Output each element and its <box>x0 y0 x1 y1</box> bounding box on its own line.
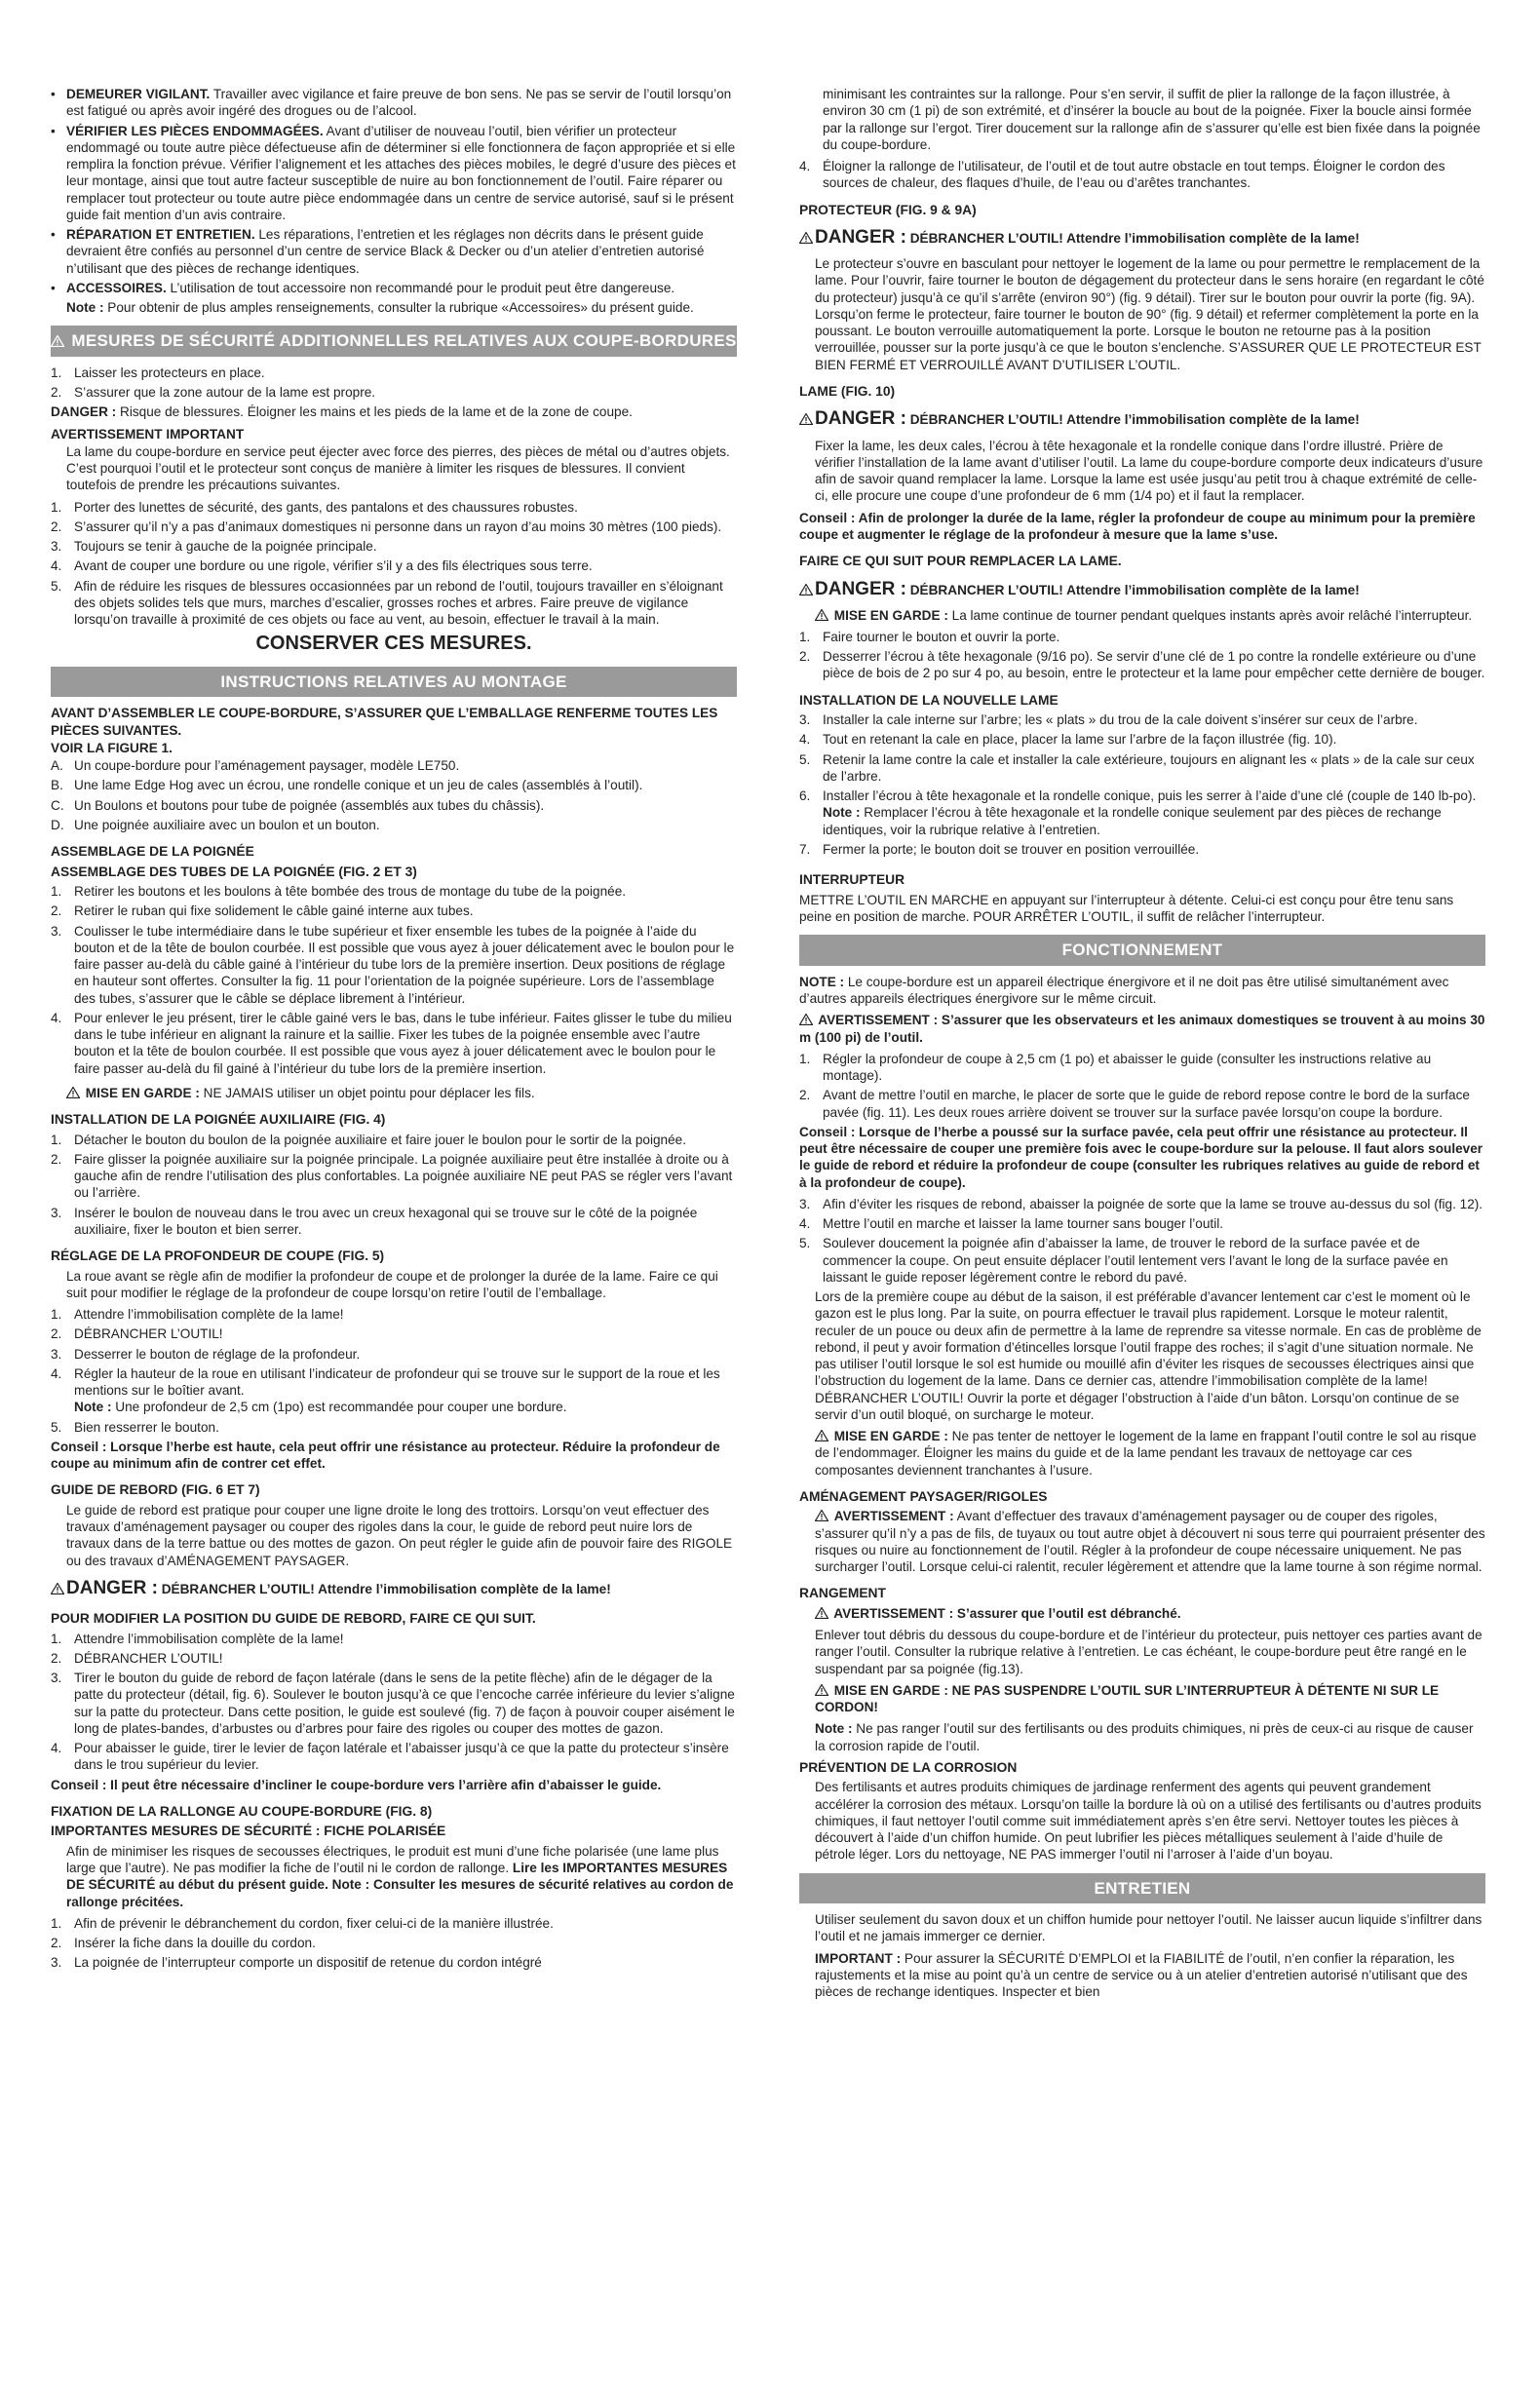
list-item: 2. Faire glisser la poignée auxiliaire sur la poignée principale. La poignée auxiliaire peut être installée à droite ou à gauche afin de rendre l’utilisation des plus confortables. La poignée auxiliaire NE peut PAS se régler vers l’avant ou l’arrière. <box>51 1151 733 1201</box>
list-item: 3. Tirer le bouton du guide de rebord de façon latérale (dans le sens de la petite flèche) afin de le dégager de la patte du protecteur (détail, fig. 6). Soulever le bouton jusqu’à ce que l’encoche carrée inférieure du levier s’aligne sur la patte du protecteur. Dans cette position, le guide est soulevé (fig. 7) de façon à pouvoir couper aisément le long de plates-bandes, d’arbustes ou d’arbres pour faire des rigoles ou couper des mottes de gazon. <box>51 1671 735 1736</box>
danger-faire: DANGER : DÉBRANCHER L’OUTIL! Attendre l’immobilisation complète de la lame! <box>799 578 1485 601</box>
mise-en-garde-lame: MISE EN GARDE : La lame continue de tourner pendant quelques instants après avoir relâché l’interrupteur. <box>815 607 1485 624</box>
mise-en-garde-nettoyer: MISE EN GARDE : Ne pas tenter de nettoyer le logement de la lame en frappant l’outil contre le sol au risque de l’endommager. Éloigner les mains du guide et de la lame pendant les travaux de nettoyage car ces composantes deviennent tranchantes à l’usure. <box>815 1429 1477 1478</box>
warning-triangle-icon <box>815 1430 828 1441</box>
avertissement-observateurs: AVERTISSEMENT : S’assurer que les observateurs et les animaux domestiques se trouvent à au moins 30 m (100 pi) de l’outil. <box>799 1013 1485 1045</box>
avant-assembler: AVANT D’ASSEMBLER LE COUPE-BORDURE, S’ASSURER QUE L’EMBALLAGE RENFERME TOUTES LES PIÈCES SUIVANTES. <box>51 706 718 738</box>
lame-text: Fixer la lame, les deux cales, l’écrou à tête hexagonale et la rondelle conique dans l’ordre illustré. Prière de vérifier l’installation de la lame avant d’utiliser l’outil. La lame du coupe-bordure comporte deux indicateurs d’usure afin de savoir quand remplacer la lame. Lorsque la lame est usée jusqu’au petit trou à chaque extrémité de celle-ci, elle procure une coupe d’une profondeur de 6 mm (1/4 po) et il faut la remplacer. <box>815 438 1483 504</box>
right-column <box>799 86 1485 2005</box>
list-item: 4. Tout en retenant la cale en place, placer la lame sur l’arbre de la façon illustrée (fig. 10). <box>799 732 1337 748</box>
list-item: 3. Coulisser le tube intermédiaire dans le tube supérieur et fixer ensemble les tubes de la poignée à l’aide du bouton et de la tête de boulon courbée. Il est possible que vous ayez à jouer délicatement avec le boulon pour le faire passer au-delà du câble gainé à l’intérieur du tube lors de la première insertion. Deux positions de réglage en hauteur sont offertes. Consulter la fig. 11 pour l’orientation de la poignée supérieure. Lors de l’assemblage des tubes, s’assurer que le câble se déplace librement à l’intérieur. <box>51 923 735 1006</box>
mise-en-garde-suspendre: MISE EN GARDE : NE PAS SUSPENDRE L’OUTIL SUR L’INTERRUPTEUR À DÉTENTE NI SUR LE CORDON! <box>815 1682 1440 1715</box>
important-text: IMPORTANT : Pour assurer la SÉCURITÉ D’EMPLOI et la FIABILITÉ de l’outil, n’en confier la réparation, les rajustements et la mise au point qu’à un centre de service ou à un atelier d’entretien autorisé n’utilisant que des pièces de rechange identiques. Inspecter et bien <box>815 1950 1468 2000</box>
banner-mesures-securite: MESURES DE SÉCURITÉ ADDITIONNELLES RELATIVES AUX COUPE-BORDURES <box>51 326 737 357</box>
warning-triangle-icon <box>815 1607 828 1619</box>
list-item: 4. Pour abaisser le guide, tirer le levier de façon latérale et l’abaisser jusqu’à ce que la patte du protecteur s’insère dans le trou supérieur du levier. <box>51 1741 729 1773</box>
conseil-fonct: Conseil : Lorsque de l’herbe a poussé sur la surface pavée, cela peut offrir une résistance au protecteur. Il peut être nécessaire de couper une première fois avec le coupe-bordure sur la pelouse. Il faut alors soulever le guide de rebord et réduire la profondeur de coupe (consulter les rubriques relatives au guide de rebord et à la profondeur de coupe). <box>799 1124 1483 1190</box>
protecteur-title: PROTECTEUR (FIG. 9 & 9A) <box>799 202 977 217</box>
faire-title: FAIRE CE QUI SUIT POUR REMPLACER LA LAME. <box>799 554 1122 569</box>
banner-fonctionnement: FONCTIONNEMENT <box>799 935 1485 966</box>
modifier-title: POUR MODIFIER LA POSITION DU GUIDE DE REBORD, FAIRE CE QUI SUIT. <box>51 1611 536 1626</box>
list-item: 7. Fermer la porte; le bouton doit se trouver en position verrouillée. <box>799 841 1200 857</box>
warning-triangle-icon <box>51 1583 64 1594</box>
rangement-title: RANGEMENT <box>799 1586 886 1601</box>
interrupteur-title: INTERRUPTEUR <box>799 872 905 888</box>
banner-entretien: ENTRETIEN <box>799 1873 1485 1904</box>
guide-title: GUIDE DE REBORD (FIG. 6 ET 7) <box>51 1482 260 1498</box>
mise-en-garde-fils: MISE EN GARDE : NE JAMAIS utiliser un objet pointu pour déplacer les fils. <box>66 1085 737 1101</box>
list-item: 3. Desserrer le bouton de réglage de la profondeur. <box>51 1346 361 1362</box>
list-item: 1. Attendre l’immobilisation complète de la lame! <box>51 1631 344 1646</box>
list-item: 4. Avant de couper une bordure ou une rigole, vérifier s’il y a des fils électriques sous terre. <box>51 558 593 574</box>
list-item: 5. Afin de réduire les risques de blessures occasionnées par un rebond de l’outil, toujours travailler en s’éloignant des objets solides tels que murs, marches d’escalier, grosses roches et arbres. Faire preuve de vigilance lorsqu’on travaille à proximité de ces objets ou face au vent, au besoin, effectuer le travail à la main. <box>51 578 723 628</box>
danger-blessures: DANGER : Risque de blessures. Éloigner les mains et les pieds de la lame et de la zone de coupe. <box>51 404 633 420</box>
conserver-mesures: CONSERVER CES MESURES. <box>255 633 532 655</box>
list-item: 1. Régler la profondeur de coupe à 2,5 cm (1 po) et abaisser le guide (consulter les instructions relative au montage). <box>799 1051 1432 1084</box>
aux-title: INSTALLATION DE LA POIGNÉE AUXILIAIRE (FIG. 4) <box>51 1112 386 1128</box>
lame-title: LAME (FIG. 10) <box>799 383 896 399</box>
list-item: 2. Retirer le ruban qui fixe solidement le câble gainé interne aux tubes. <box>51 903 474 919</box>
list-item: 3. Installer la cale interne sur l’arbre; les « plats » du trou de la cale doivent s’insérer sur ceux de l’arbre. <box>799 712 1418 728</box>
list-item: 1. Détacher le bouton du boulon de la poignée auxiliaire et faire jouer le boulon pour le sortir de la poignée. <box>51 1132 687 1147</box>
fixation-title: FIXATION DE LA RALLONGE AU COUPE-BORDURE (FIG. 8) <box>51 1803 433 1819</box>
conseil-herbe-haute: Conseil : Lorsque l’herbe est haute, cela peut offrir une résistance au protecteur. Réduire la profondeur de coupe au minimum afin de contrer cet effet. <box>51 1439 720 1472</box>
list-item: 2. DÉBRANCHER L’OUTIL! <box>51 1650 223 1666</box>
list-item: 1. Afin de prévenir le débranchement du cordon, fixer celui-ci de la manière illustrée. <box>51 1915 554 1931</box>
warning-triangle-icon <box>799 413 813 425</box>
bullet-demeurer: • DEMEURER VIGILANT. Travailler avec vigilance et faire preuve de bon sens. Ne pas se servir de l’outil lorsqu’on est fatigué ou après avoir ingéré des drogues ou de l’alcool. <box>51 86 737 120</box>
list-item: 5. Retenir la lame contre la cale et installer la cale extérieure, toujours en alignant les « plats » de la cale sur ceux de l’arbre. <box>799 751 1475 784</box>
assemblage-tubes-title: ASSEMBLAGE DES TUBES DE LA POIGNÉE (FIG. 2 ET 3) <box>51 864 417 879</box>
fixation-text: Afin de minimiser les risques de secousses électriques, le produit est muni d’une fiche polarisée (une lame plus large que l’autre). Ne pas modifier la fiche de l’outil ni le cordon de rallonge. Lire les IMPORTANTES MESURES DE SÉCURITÉ au début du présent guide. Note : Consulter les mesures de sécurité relatives au cordon de rallonge précitées. <box>66 1843 734 1909</box>
list-item: 6. Installer l’écrou à tête hexagonale et la rondelle conique, puis les serrer à l’aide d’une clé (couple de 140 lb-po). Note : Remplacer l’écrou à tête hexagonale et la rondelle conique seulement par des pièces de rechange identiques, voir la rubrique relative à l’entretien. <box>799 788 1477 837</box>
warning-triangle-icon <box>51 335 64 347</box>
avertissement-important-title: AVERTISSEMENT IMPORTANT <box>51 426 245 442</box>
list-item: 2. S’assurer qu’il n’y a pas d’animaux domestiques ni personne dans un rayon d’au moins 30 mètres (100 pieds). <box>51 519 722 534</box>
list-item: 1. Retirer les boutons et les boulons à tête bombée des trous de montage du tube de la poignée. <box>51 884 627 900</box>
conseil-lame: Conseil : Afin de prolonger la durée de la lame, régler la profondeur de coupe au minimum pour la première coupe et augmenter le réglage de la profondeur à mesure que la lame s’use. <box>799 510 1476 542</box>
reglage-title: RÉGLAGE DE LA PROFONDEUR DE COUPE (FIG. 5) <box>51 1249 385 1264</box>
prevention-title: PRÉVENTION DE LA CORROSION <box>799 1759 1018 1775</box>
rangement-text: Enlever tout débris du dessous du coupe-bordure et de l’intérieur du protecteur, puis nettoyer ces parties avant de ranger l’outil. Consulter la rubrique relative à l’entretien. Le cas échéant, le coupe-bordure peut être rangé en le suspendant par sa poignée (fig.13). <box>815 1628 1482 1676</box>
list-item: 4. Pour enlever le jeu présent, tirer le câble gainé vers le bas, dans le tube inférieur. Faites glisser le tube du milieu dans le tube inférieur en alignant la rainure et la saillie. Fixer les tubes de la poignée ensemble avec l’autre bouton et la tête de boulon courbée. Il est possible que vous ayez à jouer délicatement avec le boulon pour le faire passer au-delà du fil gainé à l’intérieur du tube lors de la première insertion. <box>51 1010 732 1076</box>
part-item: B. Une lame Edge Hog avec un écrou, une rondelle conique et un jeu de cales (assemblés à l’outil). <box>51 778 643 793</box>
conseil-incliner: Conseil : Il peut être nécessaire d’incliner le coupe-bordure vers l’arrière afin d’abaisser le guide. <box>51 1777 662 1792</box>
list-item: 4. Régler la hauteur de la roue en utilisant l’indicateur de profondeur qui se trouve sur le support de la roue et les mentions sur le boîtier avant. Note : Une profondeur de 2,5 cm (1po) est recommandée pour couper une bordure. <box>51 1365 720 1415</box>
left-column <box>51 86 737 1975</box>
warning-triangle-icon <box>799 232 813 244</box>
list-item: 4. Mettre l’outil en marche et laisser la lame tourner sans bouger l’outil. <box>799 1216 1224 1232</box>
saison-text: Lors de la première coupe au début de la saison, il est préférable d’avancer lentement car c’est le moment où le gazon est le plus long. Par la suite, on pourra effectuer le travail plus rapidement. Lorsque le moteur ralentit, reculer de un pouce ou deux afin de permettre à la lame de reprendre sa vitesse normale. En cas de problème de rebond, il peut y avoir formation d’étincelles lorsque l’outil frappe des roches; il s’agit d’une situation normale. Ne pas utiliser l’outil lorsque le sol est humide ou mouillé afin d’éviter les risques de secousses électriques ainsi que l’obstruction du logement de la lame. Dans ce dernier cas, attendre l’immobilisation complète de la lame! DÉBRANCHER L’OUTIL! Ouvrir la porte et dégager l’obstruction à l’aide d’un bâton. Lorsqu’on continue de se servir d’un outil bloqué, on surcharge le moteur. <box>815 1289 1482 1422</box>
list-item: 3. La poignée de l’interrupteur comporte un dispositif de retenue du cordon intégré <box>51 1955 542 1971</box>
protecteur-text: Le protecteur s’ouvre en basculant pour nettoyer le logement de la lame ou pour permettre le remplacement de la lame. Pour l’ouvrir, faire tourner le bouton de dégagement du protecteur dans le sens horaire (en regardant le côté du protecteur) jusqu’à ce qu’il s’arrête (environ 90°) (fig. 9 détail). Tirer sur le bouton pour ouvrir la porte (fig. 9A). Lorsqu’on ferme le protecteur, faire tourner le bouton de 90° (fig. 9 détail) et refermer complètement la porte en la poussant. Le bouton verrouille automatiquement la porte. Lorsque le bouton ne retourne pas à la position verrouillée, pousser sur la porte jusqu’à ce que le bouton s’enclenche. S’ASSURER QUE LE PROTECTEUR EST BIEN FERMÉ ET VERROUILLÉ AVANT D’UTILISER L’OUTIL. <box>815 256 1484 372</box>
warning-triangle-icon <box>799 584 813 596</box>
warning-triangle-icon <box>815 609 828 621</box>
banner-montage: INSTRUCTIONS RELATIVES AU MONTAGE <box>51 667 737 698</box>
list-item: 1. Porter des lunettes de sécurité, des gants, des pantalons et des chaussures robustes. <box>51 499 578 515</box>
danger-protecteur: DANGER : DÉBRANCHER L’OUTIL! Attendre l’immobilisation complète de la lame! <box>799 226 1485 250</box>
warning-triangle-icon <box>815 1510 828 1521</box>
danger-lame: DANGER : DÉBRANCHER L’OUTIL! Attendre l’immobilisation complète de la lame! <box>799 407 1485 431</box>
bullet-reparation: • RÉPARATION ET ENTRETIEN. Les réparations, l’entretien et les réglages non décrits dans le présent guide devraient être confiés au personnel d’un centre de service Black & Decker ou d’un atelier d’entretien autorisé n’utilisant que des pièces de rechange identiques. <box>51 226 737 277</box>
part-item: C. Un Boulons et boutons pour tube de poignée (assemblés aux tubes du châssis). <box>51 797 545 813</box>
list-item: 3. Toujours se tenir à gauche de la poignée principale. <box>51 539 377 555</box>
list-item: 5. Bien resserrer le bouton. <box>51 1419 219 1435</box>
list-item: 1. Faire tourner le bouton et ouvrir la porte. <box>799 629 1060 644</box>
list-item: 4. Éloigner la rallonge de l’utilisateur, de l’outil et de tout autre obstacle en tout temps. Éloigner le cordon des sources de chaleur, des flaques d’huile, de l’eau ou d’arêtes tranchantes. <box>799 159 1445 191</box>
fonct-note: NOTE : Le coupe-bordure est un appareil électrique énergivore et il ne doit pas être utilisé simultanément avec d’autres appareils électriques énergivore sur le même circuit. <box>799 974 1449 1007</box>
list-item: 3. Insérer le boulon de nouveau dans le trou avec un creux hexagonal qui se trouve sur le côté de la poignée auxiliaire, fixer le bouton et bien serrer. <box>51 1205 698 1237</box>
fixation-subtitle: IMPORTANTES MESURES DE SÉCURITÉ : FICHE POLARISÉE <box>51 1824 446 1839</box>
reglage-text: La roue avant se règle afin de modifier la profondeur de coupe et de prolonger la durée de la lame. Faire ce qui suit pour modifier le réglage de la profondeur de coupe lorsqu’on retire l’outil de l’emballage. <box>66 1268 718 1300</box>
assemblage-poignee-title: ASSEMBLAGE DE LA POIGNÉE <box>51 844 254 860</box>
note-accessoires: Note : Pour obtenir de plus amples renseignements, consulter la rubrique «Accessoires» du présent guide. <box>66 300 694 315</box>
list-item: 1. Laisser les protecteurs en place. <box>51 365 265 380</box>
bullet-verifier: • VÉRIFIER LES PIÈCES ENDOMMAGÉES. Avant d’utiliser de nouveau l’outil, bien vérifier un protecteur endommagé ou toute autre pièce défectueuse afin de déterminer si elle fonctionnera de façon appropriée et si elle remplira la fonction prévue. Vérifier l’alignement et les attaches des pièces mobiles, le degré d’usure des pièces et leur montage, ainsi que tout autre facteur susceptible de nuire au bon fonctionnement de l’outil. Faire réparer ou remplacer tout protecteur ou toute autre pièce endommagée dans un centre de service autorisé, sauf si le présent guide fait mention d’un avis contraire. <box>51 123 737 224</box>
rangement-note: Note : Ne pas ranger l’outil sur des fertilisants ou des produits chimiques, ni près de ceux-ci au risque de causer la corrosion rapide de l’outil. <box>815 1721 1474 1753</box>
voir-figure: VOIR LA FIGURE 1. <box>51 740 173 755</box>
bullet-accessoires: • ACCESSOIRES. L’utilisation de tout accessoire non recommandé pour le produit peut être dangereuse. <box>51 280 737 296</box>
warning-triangle-icon <box>799 1014 813 1025</box>
danger-debrancher: DANGER : DÉBRANCHER L’OUTIL! Attendre l’immobilisation complète de la lame! <box>51 1577 737 1600</box>
prevention-text: Des fertilisants et autres produits chimiques de jardinage renferment des agents qui peuvent grandement accélérer la corrosion des métaux. Lorsqu’on taille la bordure là où on a utilisé des fertilisants ou d’autres produits chimiques, il faut nettoyer l’outil comme suit immédiatement après s’en être servi. Nettoyer toutes les pièces à découvert à l’aide d’un chiffon humide. On peut lubrifier les pièces métalliques seulement à l’aide d’huile de pétrole léger. Lors du nettoyage, NE PAS immerger l’outil ni l’arroser à l’aide d’un boyau. <box>815 1780 1482 1863</box>
part-item: A. Un coupe-bordure pour l’aménagement paysager, modèle LE750. <box>51 758 460 774</box>
list-item: 2. Desserrer l’écrou à tête hexagonale (9/16 po). Se servir d’une clé de 1 po contre la rondelle extérieure ou d’une pièce de bois de 2 po sur 4 po, au besoin, entre le protecteur et la lame pour empêcher cette dernière de bouger. <box>799 649 1485 681</box>
avertissement-important-text: La lame du coupe-bordure en service peut éjecter avec force des pierres, des pièces de métal ou d’autres objets. C’est pourquoi l’outil et le protecteur sont conçus de manière à limiter les risques de blessures. Il convient toutefois de prendre les précautions suivantes. <box>66 443 730 493</box>
avertissement-amenag: AVERTISSEMENT : Avant d’effectuer des travaux d’aménagement paysager ou de couper des rigoles, s’assurer qu’il n’y a pas de fils, de tuyaux ou tout autre objet à découvert ni sous terre qui pourraient présenter des risques ou nuire au fonctionnement de l’outil. Régler à la profondeur de coupe nécessaire uniquement. Ne pas surcharger l’outil. Lorsque celui-ci ralentit, reculer légèrement et attendre que la lame tourne à son régime normal. <box>815 1509 1485 1575</box>
amenag-title: AMÉNAGEMENT PAYSAGER/RIGOLES <box>799 1488 1048 1504</box>
warning-triangle-icon <box>815 1684 828 1696</box>
part-item: D. Une poignée auxiliaire avec un boulon et un bouton. <box>51 817 380 832</box>
interrupteur-text: METTRE L’OUTIL EN MARCHE en appuyant sur l’interrupteur à détente. Celui-ci est conçu pour être tenu sans peine en position de marche. POUR ARRÊTER L’OUTIL, il suffit de relâcher l’interrupteur. <box>799 892 1454 924</box>
install-title: INSTALLATION DE LA NOUVELLE LAME <box>799 692 1059 708</box>
warning-triangle-icon <box>66 1087 80 1098</box>
list-item: 5. Soulever doucement la poignée afin d’abaisser la lame, de trouver le rebord de la surface pavée et de commencer la coupe. On peut ensuite déplacer l’outil lentement vers l’avant le long de la surface pavée en laissant le guide reposer légèrement contre le rebord du pavé. <box>799 1236 1448 1285</box>
entretien-text: Utiliser seulement du savon doux et un chiffon humide pour nettoyer l’outil. Ne laisser aucun liquide s’infiltrer dans l’outil et ne jamais immerger ce dernier. <box>815 1912 1482 1944</box>
list-item: 3. Afin d’éviter les risques de rebond, abaisser la poignée de sorte que la lame se trouve au-dessus du sol (fig. 12). <box>799 1196 1483 1211</box>
list-item: 1. Attendre l’immobilisation complète de la lame! <box>51 1307 344 1323</box>
list-item: 2. Insérer la fiche dans la douille du cordon. <box>51 1936 316 1951</box>
guide-text: Le guide de rebord est pratique pour couper une ligne droite le long des trottoirs. Lorsqu’on veut effectuer des travaux d’aménagement paysager ou couper des rigoles dans la cour, le guide de rebord peut nuire lors de travaux dans de la terre battue ou des mottes de gazon. On peut régler le guide afin de pouvoir faire des RIGOLE ou des travaux d’AMÉNAGEMENT PAYSAGER. <box>66 1502 733 1568</box>
rallonge-continued: minimisant les contraintes sur la rallonge. Pour s’en servir, il suffit de plier la rallonge de la façon illustrée, à environ 30 cm (1 pi) de son extrémité, et d’insérer la boucle au bout de la poignée. Fixer la boucle ainsi formée par la rallonge sur l’ergot. Tirer doucement sur la rallonge afin de s’assurer qu’elle est bien fixée dans la poignée du coupe-bordure. <box>823 87 1481 152</box>
list-item: 2. Avant de mettre l’outil en marche, le placer de sorte que le guide de rebord repose contre le bord de la surface pavée (fig. 11). Les deux roues arrière doivent se trouver sur la surface pavée lorsqu’on coupe la bordure. <box>799 1088 1470 1120</box>
list-item: 2. DÉBRANCHER L’OUTIL! <box>51 1326 223 1342</box>
list-item: 2. S’assurer que la zone autour de la lame est propre. <box>51 385 376 401</box>
avertissement-debranche: AVERTISSEMENT : S’assurer que l’outil est débranché. <box>815 1605 1485 1622</box>
